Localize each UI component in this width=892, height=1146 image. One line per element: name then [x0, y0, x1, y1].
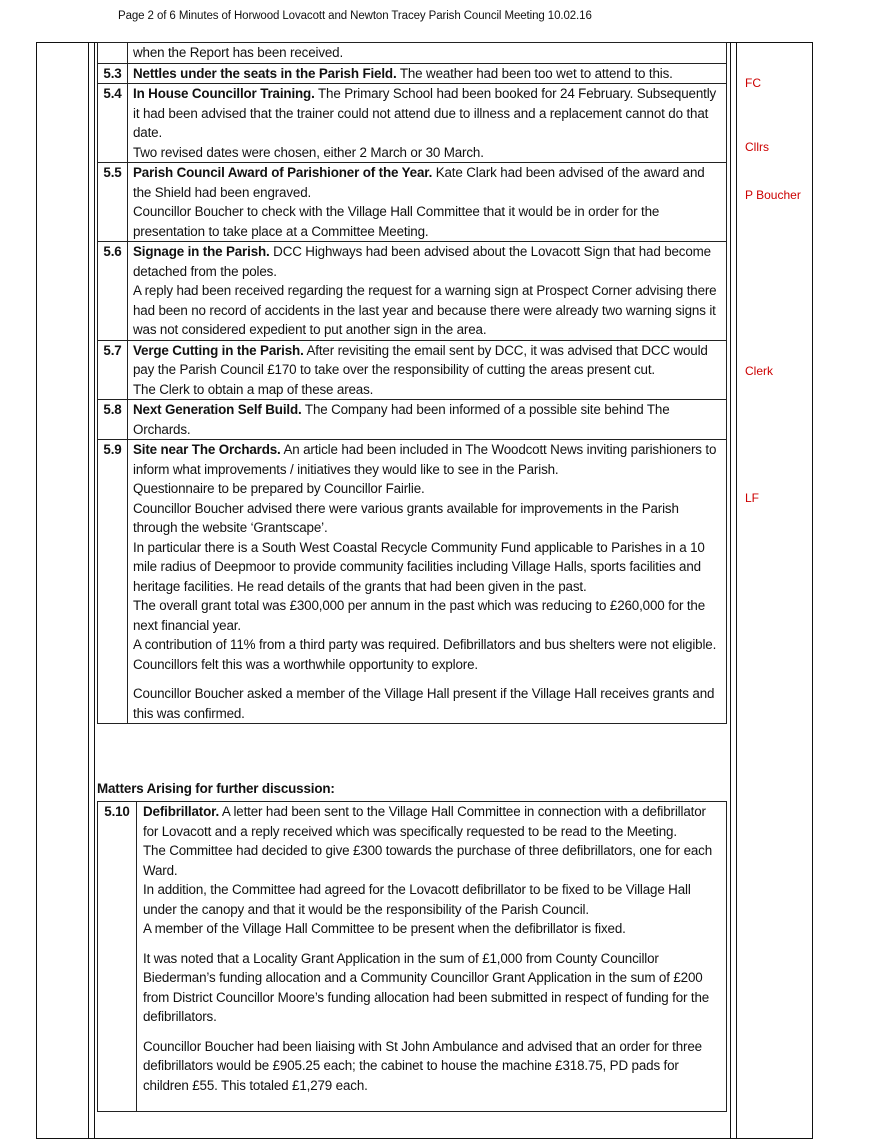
- matters-arising-table: [97, 801, 727, 1112]
- item-text: Councillors felt this was a worthwhile opportunity to explore.: [133, 656, 478, 672]
- item-body: [128, 84, 727, 163]
- item-text: Councillor Boucher advised there were various grants available for improvements in the Parish through the website ‘Grantscape’.: [133, 500, 679, 535]
- item-text: The Clerk to obtain a map of these areas.: [133, 381, 374, 397]
- item-text: Questionnaire to be prepared by Councillor Fairlie.: [133, 481, 425, 496]
- item-number: 5.6: [98, 242, 128, 341]
- item-number: 5.8: [98, 400, 128, 440]
- item-title: Nettles under the seats in the Parish Field.: [133, 65, 397, 81]
- item-text: In particular there is a South West Coastal Recycle Community Fund applicable to Parishes in a 10 mile radius of Deepmoor to provide community facilities including Village Halls, sports facilities and heritage facilities. He read details of the grants that had been given in the past.: [133, 539, 705, 594]
- section-subheading: Matters Arising for further discussion:: [97, 781, 335, 796]
- table-row-5-5: [98, 163, 727, 242]
- table-row-5-3: [98, 63, 727, 84]
- item-body: [128, 63, 727, 84]
- item-text: A reply had been received regarding the request for a warning sign at Prospect Corner advising there had been no record of accidents in the last year and because there were already two warning signs it was not considered expedient to put another sign in the area.: [133, 283, 717, 337]
- item-title: Verge Cutting in the Parish.: [133, 342, 304, 358]
- item-text: The Primary School had been booked for 24 February. Subsequently it had been advised that the trainer could not attend due to illness and a replacement cannot do that date.: [133, 86, 717, 140]
- continuation-text: when the Report has been received.: [128, 43, 727, 64]
- item-body: [128, 400, 727, 440]
- item-text: Two revised dates were chosen, either 2 March or 30 March.: [133, 144, 484, 160]
- frame-border-left-inner-2: [94, 42, 95, 1139]
- item-text: The Company had been informed of a possible site behind The Orchards.: [133, 402, 670, 437]
- item-text: In addition, the Committee had agreed for the Lovacott defibrillator to be fixed to be Village Hall under the canopy and that it would be the responsibility of the Parish Council.: [143, 882, 691, 917]
- item-number: 5.10: [98, 802, 137, 1112]
- item-text: A letter had been sent to the Village Hall Committee in connection with a defibrillator for Lovacott and a reply received which was specifically requested to be read to the Meeting.: [143, 804, 706, 839]
- item-body: [128, 340, 727, 400]
- frame-border-left-inner: [88, 42, 89, 1139]
- item-title: In House Councillor Training.: [133, 86, 315, 101]
- item-number: 5.3: [98, 63, 128, 84]
- item-text: It was noted that a Locality Grant Application in the sum of £1,000 from County Councillor Biederman’s funding allocation and a Community Councillor Grant Application in the sum of £200 from District Councillor Moore’s funding allocation had been submitted in respect of funding for the defibrillators.: [143, 950, 710, 1024]
- item-text: After revisiting the email sent by DCC, it was advised that DCC would pay the Parish Council £170 to take over the responsibility of cutting the areas present cut.: [133, 342, 708, 377]
- action-owner-clerk: Clerk: [745, 364, 774, 378]
- item-text: Kate Clark had been advised of the award and the Shield had been engraved.: [133, 165, 705, 200]
- item-number: 5.7: [98, 340, 128, 400]
- frame-border-right-inner-2: [736, 42, 737, 1139]
- action-owner-p-boucher: P Boucher: [745, 188, 801, 202]
- table-row-5-6: [98, 242, 727, 341]
- item-title: Signage in the Parish.: [133, 244, 270, 259]
- item-text: The Committee had decided to give £300 towards the purchase of three defibrillators, one for each Ward.: [143, 843, 713, 878]
- action-owner-cllrs: Cllrs: [745, 140, 769, 154]
- item-text: Councillor Boucher asked a member of the Village Hall present if the Village Hall receives grants and this was confirmed.: [133, 686, 715, 721]
- item-number: 5.9: [98, 440, 128, 724]
- item-number: 5.4: [98, 84, 128, 163]
- frame-border-right-inner: [730, 42, 731, 1139]
- item-text: The weather had been too wet to attend to this.: [399, 65, 673, 81]
- table-row-5-9: [98, 440, 727, 724]
- item-number: 5.5: [98, 163, 128, 242]
- item-body: [128, 163, 727, 242]
- action-owner-lf: LF: [745, 491, 760, 505]
- item-text: A member of the Village Hall Committee to be present when the defibrillator is fixed.: [143, 921, 626, 936]
- item-text: DCC Highways had been advised about the Lovacott Sign that had become detached from the poles.: [133, 244, 711, 279]
- action-owner-fc: FC: [745, 76, 761, 90]
- item-body: [137, 802, 727, 1112]
- table-row-5-10: [98, 802, 727, 1112]
- page-header: Page 2 of 6 Minutes of Horwood Lovacott and Newton Tracey Parish Council Meeting 10.02.16: [118, 10, 592, 22]
- frame-border-right: [812, 42, 813, 1139]
- item-title: Defibrillator.: [143, 804, 220, 819]
- item-body: [128, 242, 727, 341]
- item-text: Councillor Boucher had been liaising with St John Ambulance and advised that an order for three defibrillators would be £905.25 each; the cabinet to house the machine £318.75, PD pads for children £55. This totaled £1,279 each.: [143, 1038, 702, 1093]
- item-body: [128, 440, 727, 724]
- table-row-5-8: [98, 400, 727, 440]
- table-row: [98, 43, 727, 64]
- minutes-items-table: [97, 42, 727, 724]
- frame-border-bottom: [36, 1138, 813, 1139]
- item-text: Councillor Boucher to check with the Village Hall Committee that it would be in order for the presentation to take place at a Committee Meeting.: [133, 204, 660, 239]
- item-text: An article had been included in The Woodcott News inviting parishioners to inform what improvements / initiatives they would like to see in the Parish.: [133, 442, 717, 477]
- item-number: [98, 43, 128, 64]
- table-row-5-4: [98, 84, 727, 163]
- item-title: Parish Council Award of Parishioner of the Year.: [133, 165, 433, 180]
- item-text: The overall grant total was £300,000 per annum in the past which was reducing to £260,000 for the next financial year.: [133, 598, 706, 633]
- frame-border-left: [36, 42, 37, 1139]
- table-row-5-7: [98, 340, 727, 400]
- item-title: Site near The Orchards.: [133, 442, 281, 457]
- item-title: Next Generation Self Build.: [133, 402, 302, 417]
- item-text: A contribution of 11% from a third party was required. Defibrillators and bus shelters were not eligible.: [133, 637, 717, 652]
